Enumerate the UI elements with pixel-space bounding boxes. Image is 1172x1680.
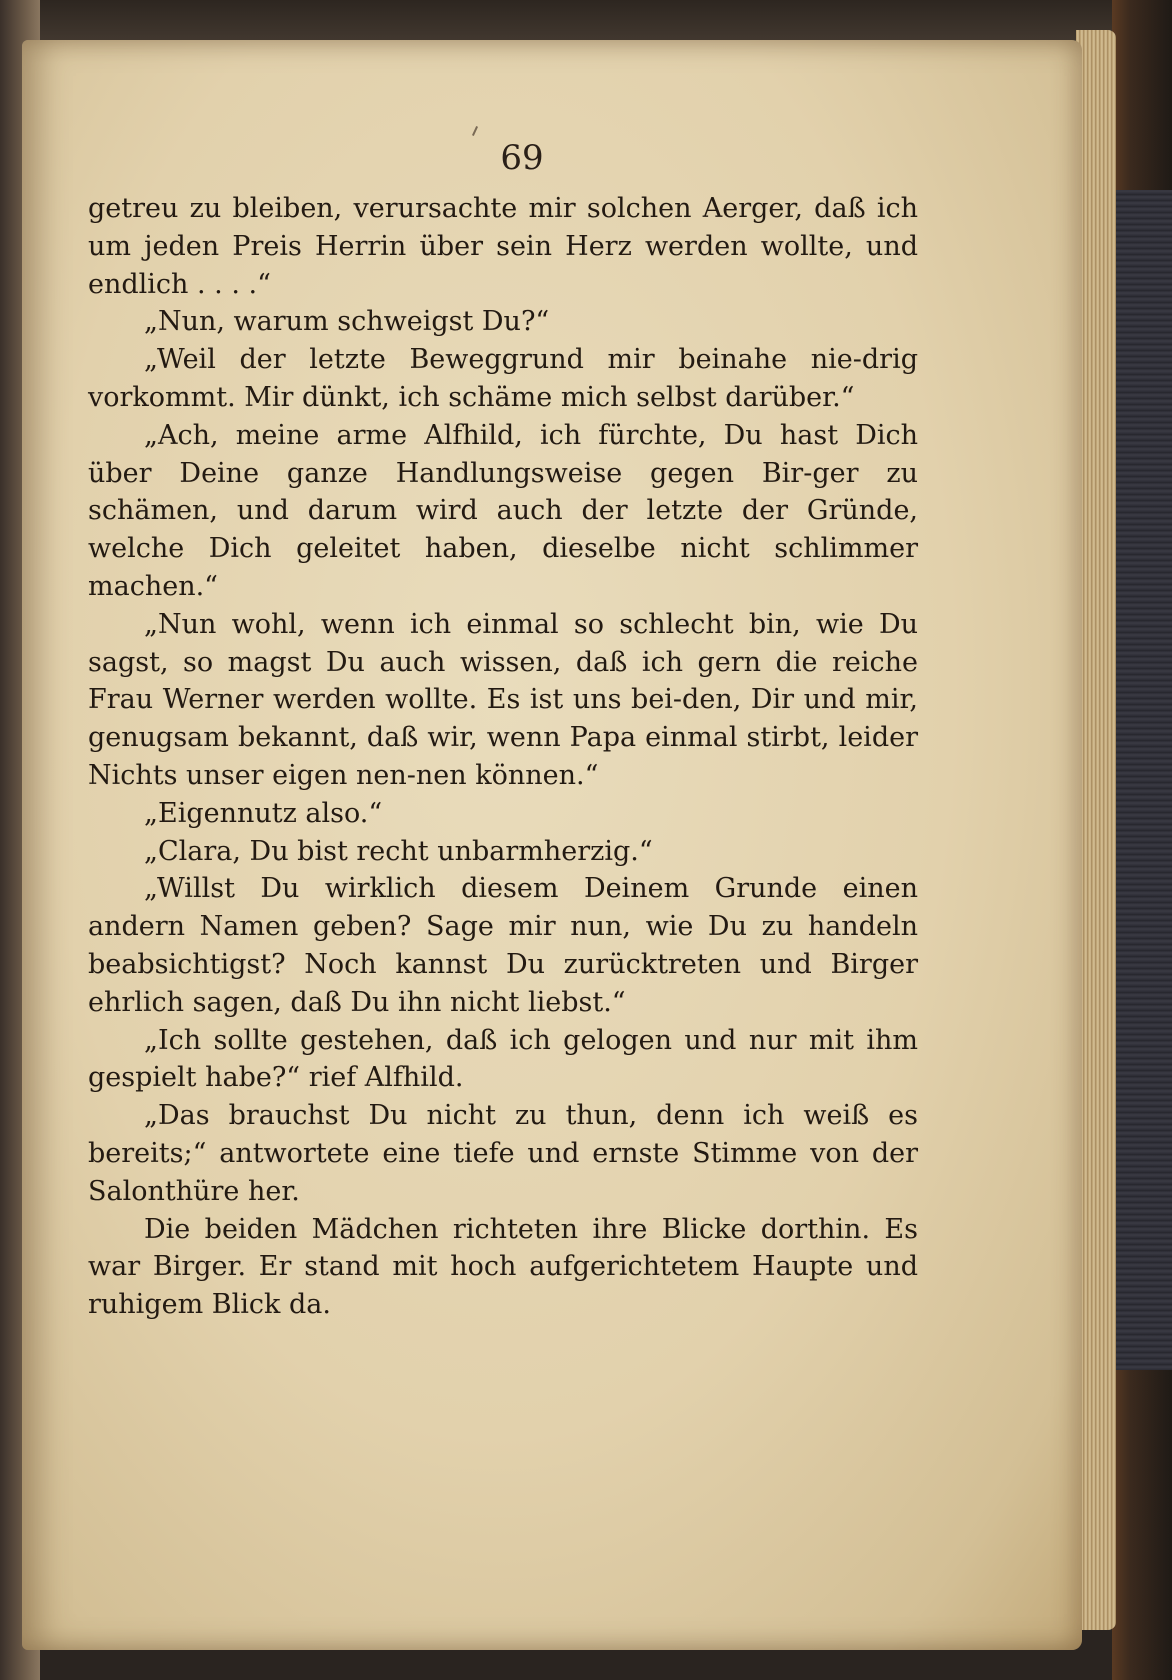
book-cover [1112, 0, 1172, 1680]
paragraph: „Ach, meine arme Alfhild, ich fürchte, Du hast Dich über Deine ganze Handlungsweise gegen Bir‐ger zu schämen, und darum wird auch der letzte der Gründe, welche Dich geleitet haben, dieselbe nicht schlimmer machen.“ [88, 419, 918, 602]
book-page [22, 40, 1082, 1650]
cover-spine-band [1112, 190, 1172, 1370]
page-number: 69 [500, 138, 544, 178]
paragraph: „Das brauchst Du nicht zu thun, denn ich weiß es bereits;“ antwortete eine tiefe und ernste Stimme von der Salonthüre her. [88, 1100, 918, 1207]
body-text [88, 190, 918, 1324]
paragraph: Die beiden Mädchen richteten ihre Blicke dorthin. Es war Birger. Er stand mit hoch aufgerichtetem Haupte und ruhigem Blick da. [88, 1213, 918, 1321]
page-edges [1076, 30, 1116, 1630]
paragraph: „Nun, warum schweigst Du?“ [144, 306, 550, 338]
paragraph: „Eigennutz also.“ [144, 797, 383, 829]
pencil-mark [472, 126, 478, 136]
paragraph: „Clara, Du bist recht unbarmherzig.“ [144, 835, 653, 867]
paragraph: „Ich sollte gestehen, daß ich gelogen und nur mit ihm gespielt habe?“ rief Alfhild. [88, 1024, 918, 1094]
paragraph: „Weil der letzte Beweggrund mir beinahe nie‐drig vorkommt. Mir dünkt, ich schäme mich selbst darüber.“ [88, 344, 918, 413]
paragraph: getreu zu bleiben, verursachte mir solchen Aerger, daß ich um jeden Preis Herrin über sein Herz werden wollte, und endlich . . . .“ [88, 193, 918, 300]
paragraph: „Nun wohl, wenn ich einmal so schlecht bin, wie Du sagst, so magst Du auch wissen, daß ich gern die reiche Frau Werner werden wollte. Es ist uns bei‐den, Dir und mir, genugsam bekannt, daß wir, wenn Papa einmal stirbt, leider Nichts unser eigen nen‐nen können.“ [88, 608, 918, 791]
paragraph: „Willst Du wirklich diesem Deinem Grunde einen andern Namen geben? Sage mir nun, wie Du zu handeln beabsichtigst? Noch kannst Du zurücktreten und Birger ehrlich sagen, daß Du ihn nicht liebst.“ [88, 873, 918, 1018]
